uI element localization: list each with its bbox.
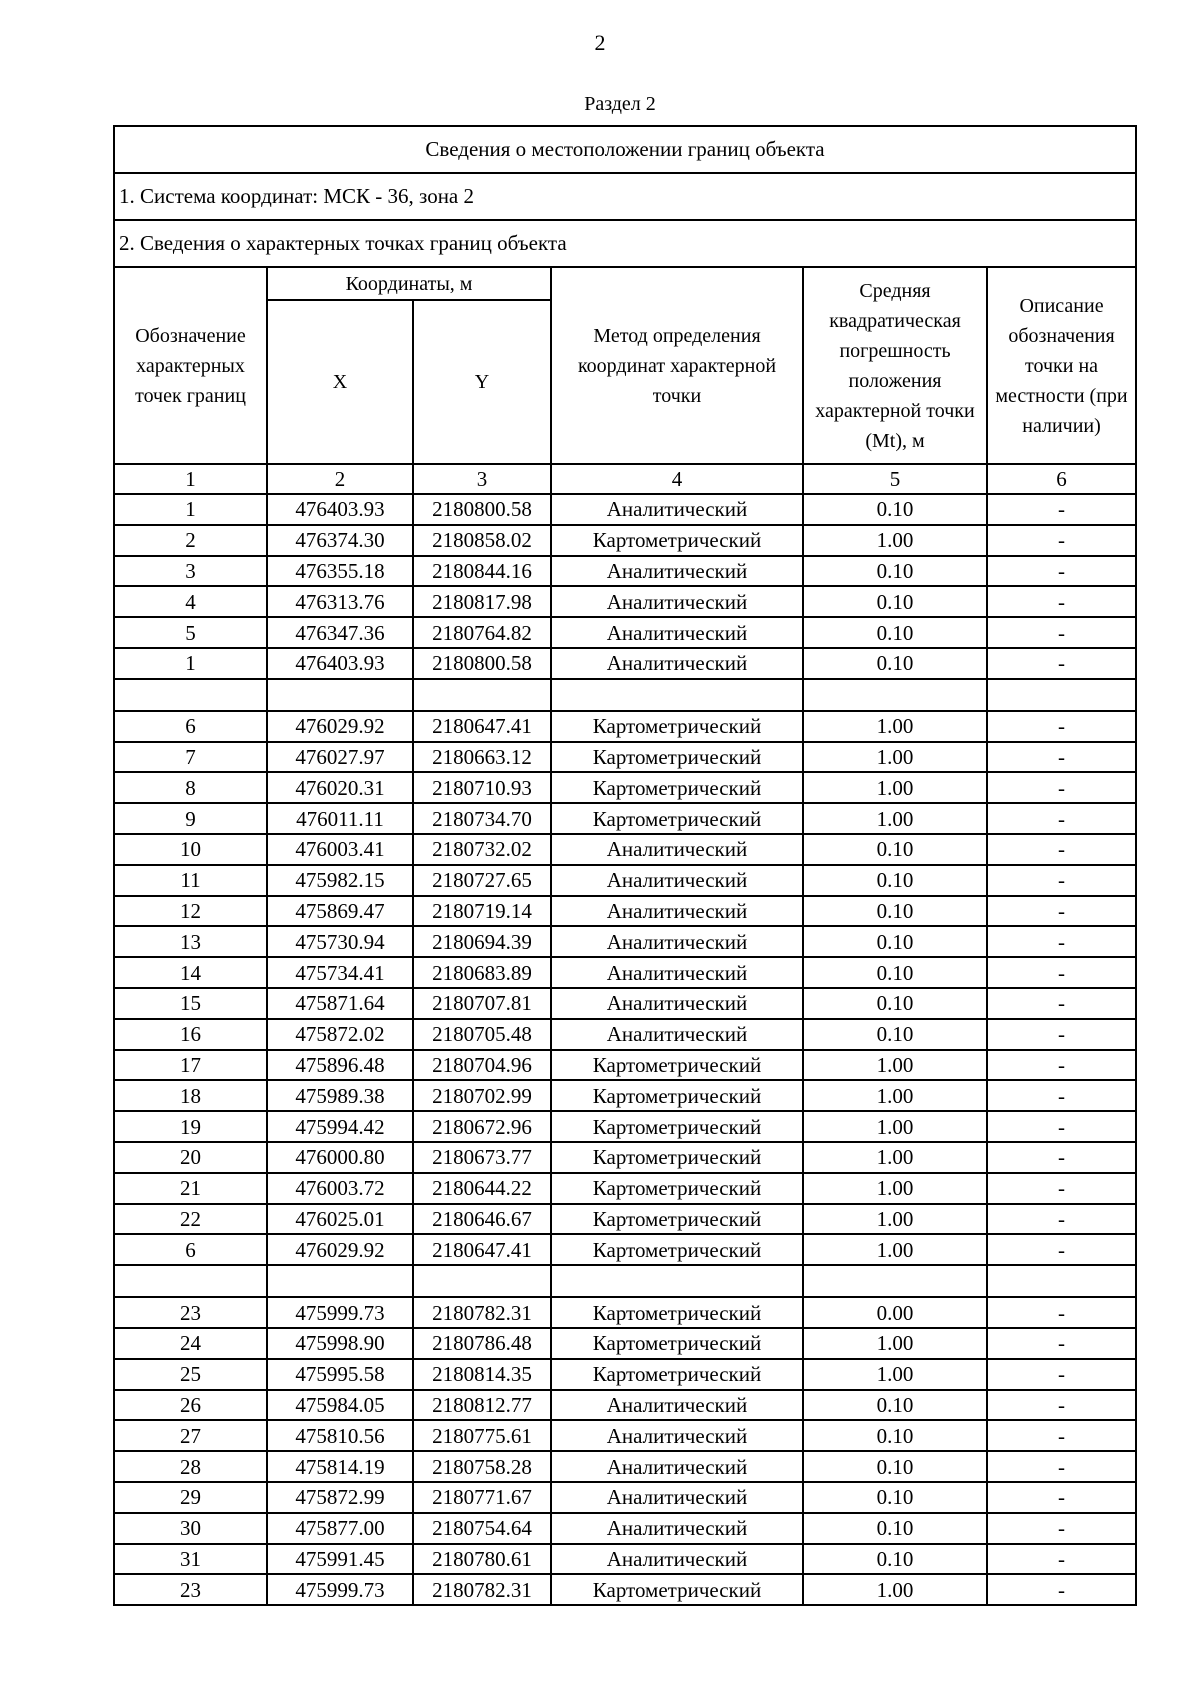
table-row bbox=[114, 711, 1136, 742]
description-cell: - bbox=[987, 586, 1136, 617]
y-coordinate-cell: 2180663.12 bbox=[413, 742, 551, 773]
x-coordinate-cell: 476029.92 bbox=[267, 711, 413, 742]
header-description: Описание обозначения точки на местности (при наличии) bbox=[987, 267, 1136, 464]
y-coordinate-cell: 2180764.82 bbox=[413, 617, 551, 648]
points-section-title: 2. Сведения о характерных точках границ объекта bbox=[114, 220, 1136, 267]
description-cell: - bbox=[987, 1574, 1136, 1605]
method-cell: Картометрический bbox=[551, 1574, 803, 1605]
method-cell: Аналитический bbox=[551, 1019, 803, 1050]
method-cell: Аналитический bbox=[551, 926, 803, 957]
point-number-cell: 31 bbox=[114, 1544, 267, 1575]
table-row bbox=[114, 988, 1136, 1019]
description-cell: - bbox=[987, 1204, 1136, 1235]
y-coordinate-cell: 2180646.67 bbox=[413, 1204, 551, 1235]
description-cell: - bbox=[987, 711, 1136, 742]
table-row bbox=[114, 556, 1136, 587]
description-cell: - bbox=[987, 1080, 1136, 1111]
error-cell: 0.10 bbox=[803, 1019, 987, 1050]
table-row bbox=[114, 742, 1136, 773]
point-number-cell: 27 bbox=[114, 1420, 267, 1451]
y-coordinate-cell: 2180775.61 bbox=[413, 1420, 551, 1451]
x-coordinate-cell: 476355.18 bbox=[267, 556, 413, 587]
table-row bbox=[114, 494, 1136, 525]
error-cell: 0.10 bbox=[803, 1544, 987, 1575]
point-number-cell: 21 bbox=[114, 1173, 267, 1204]
point-number-cell: 22 bbox=[114, 1204, 267, 1235]
table-row bbox=[114, 834, 1136, 865]
x-coordinate-cell: 475734.41 bbox=[267, 957, 413, 988]
error-cell: 1.00 bbox=[803, 803, 987, 834]
x-coordinate-cell: 475810.56 bbox=[267, 1420, 413, 1451]
x-coordinate-cell: 475991.45 bbox=[267, 1544, 413, 1575]
table-row bbox=[114, 1111, 1136, 1142]
table-row bbox=[114, 1142, 1136, 1173]
description-cell: - bbox=[987, 803, 1136, 834]
method-cell: Аналитический bbox=[551, 1390, 803, 1421]
method-cell: Картометрический bbox=[551, 711, 803, 742]
table-row bbox=[114, 617, 1136, 648]
error-cell: 1.00 bbox=[803, 1173, 987, 1204]
method-cell: Аналитический bbox=[551, 617, 803, 648]
y-coordinate-cell: 2180704.96 bbox=[413, 1050, 551, 1081]
error-cell: 1.00 bbox=[803, 742, 987, 773]
description-cell: - bbox=[987, 617, 1136, 648]
x-coordinate-cell: 476020.31 bbox=[267, 772, 413, 803]
x-coordinate-cell: 476374.30 bbox=[267, 525, 413, 556]
x-coordinate-cell: 475998.90 bbox=[267, 1328, 413, 1359]
method-cell: Аналитический bbox=[551, 1513, 803, 1544]
description-cell: - bbox=[987, 1111, 1136, 1142]
table-row bbox=[114, 648, 1136, 679]
x-coordinate-cell: 476029.92 bbox=[267, 1234, 413, 1265]
point-number-cell: 5 bbox=[114, 617, 267, 648]
table-row bbox=[114, 1359, 1136, 1390]
error-cell: 1.00 bbox=[803, 1142, 987, 1173]
y-coordinate-cell: 2180758.28 bbox=[413, 1451, 551, 1482]
error-cell: 0.10 bbox=[803, 1420, 987, 1451]
x-coordinate-cell: 476403.93 bbox=[267, 648, 413, 679]
error-cell: 1.00 bbox=[803, 1328, 987, 1359]
header-method: Метод определения координат характерной точки bbox=[551, 267, 803, 464]
error-cell: 0.10 bbox=[803, 1451, 987, 1482]
y-coordinate-cell: 2180683.89 bbox=[413, 957, 551, 988]
description-cell: - bbox=[987, 834, 1136, 865]
y-coordinate-cell: 2180705.48 bbox=[413, 1019, 551, 1050]
description-cell: - bbox=[987, 742, 1136, 773]
point-number-cell: 10 bbox=[114, 834, 267, 865]
error-cell: 0.10 bbox=[803, 1482, 987, 1513]
y-coordinate-cell: 2180786.48 bbox=[413, 1328, 551, 1359]
x-coordinate-cell: 476000.80 bbox=[267, 1142, 413, 1173]
x-coordinate-cell: 476025.01 bbox=[267, 1204, 413, 1235]
description-cell: - bbox=[987, 494, 1136, 525]
x-coordinate-cell: 476003.72 bbox=[267, 1173, 413, 1204]
point-number-cell: 6 bbox=[114, 711, 267, 742]
description-cell: - bbox=[987, 1544, 1136, 1575]
y-coordinate-cell: 2180719.14 bbox=[413, 896, 551, 927]
table-row bbox=[114, 1574, 1136, 1605]
description-cell: - bbox=[987, 865, 1136, 896]
method-cell: Картометрический bbox=[551, 1234, 803, 1265]
error-cell: 1.00 bbox=[803, 1359, 987, 1390]
point-number-cell: 24 bbox=[114, 1328, 267, 1359]
y-coordinate-cell: 2180814.35 bbox=[413, 1359, 551, 1390]
method-cell: Картометрический bbox=[551, 1204, 803, 1235]
x-coordinate-cell: 475989.38 bbox=[267, 1080, 413, 1111]
table-row bbox=[114, 803, 1136, 834]
table-row bbox=[114, 1173, 1136, 1204]
method-cell bbox=[551, 679, 803, 711]
x-coordinate-cell: 476003.41 bbox=[267, 834, 413, 865]
point-number-cell: 26 bbox=[114, 1390, 267, 1421]
method-cell: Аналитический bbox=[551, 896, 803, 927]
description-cell bbox=[987, 679, 1136, 711]
y-coordinate-cell: 2180800.58 bbox=[413, 648, 551, 679]
error-cell: 0.10 bbox=[803, 896, 987, 927]
table-row bbox=[114, 1234, 1136, 1265]
table-row bbox=[114, 1019, 1136, 1050]
method-cell: Аналитический bbox=[551, 556, 803, 587]
point-number-cell: 8 bbox=[114, 772, 267, 803]
table-row bbox=[114, 679, 1136, 711]
x-coordinate-cell: 476403.93 bbox=[267, 494, 413, 525]
method-cell: Аналитический bbox=[551, 1544, 803, 1575]
error-cell: 1.00 bbox=[803, 1080, 987, 1111]
y-coordinate-cell: 2180710.93 bbox=[413, 772, 551, 803]
point-number-cell: 16 bbox=[114, 1019, 267, 1050]
x-coordinate-cell: 475984.05 bbox=[267, 1390, 413, 1421]
point-number-cell: 7 bbox=[114, 742, 267, 773]
y-coordinate-cell: 2180782.31 bbox=[413, 1297, 551, 1328]
method-cell: Аналитический bbox=[551, 586, 803, 617]
table-row bbox=[114, 1050, 1136, 1081]
x-coordinate-cell: 475999.73 bbox=[267, 1297, 413, 1328]
y-coordinate-cell: 2180780.61 bbox=[413, 1544, 551, 1575]
table-row bbox=[114, 1297, 1136, 1328]
x-coordinate-cell: 475730.94 bbox=[267, 926, 413, 957]
column-number: 4 bbox=[551, 464, 803, 494]
header-y: Y bbox=[413, 300, 551, 464]
column-number: 2 bbox=[267, 464, 413, 494]
point-number-cell: 23 bbox=[114, 1574, 267, 1605]
error-cell: 0.10 bbox=[803, 834, 987, 865]
point-number-cell: 9 bbox=[114, 803, 267, 834]
point-number-cell: 13 bbox=[114, 926, 267, 957]
column-number-row bbox=[114, 464, 1136, 494]
error-cell: 1.00 bbox=[803, 1111, 987, 1142]
table-row bbox=[114, 957, 1136, 988]
error-cell: 0.10 bbox=[803, 957, 987, 988]
section-title: Раздел 2 bbox=[584, 93, 656, 115]
y-coordinate-cell: 2180754.64 bbox=[413, 1513, 551, 1544]
error-cell: 0.10 bbox=[803, 648, 987, 679]
error-cell: 0.10 bbox=[803, 586, 987, 617]
x-coordinate-cell: 475871.64 bbox=[267, 988, 413, 1019]
method-cell: Аналитический bbox=[551, 1451, 803, 1482]
description-cell: - bbox=[987, 1359, 1136, 1390]
error-cell bbox=[803, 679, 987, 711]
x-coordinate-cell: 475982.15 bbox=[267, 865, 413, 896]
y-coordinate-cell: 2180844.16 bbox=[413, 556, 551, 587]
description-cell: - bbox=[987, 1234, 1136, 1265]
method-cell: Картометрический bbox=[551, 1080, 803, 1111]
method-cell: Картометрический bbox=[551, 1142, 803, 1173]
description-cell: - bbox=[987, 525, 1136, 556]
description-cell: - bbox=[987, 1328, 1136, 1359]
error-cell: 0.10 bbox=[803, 988, 987, 1019]
point-number-cell: 15 bbox=[114, 988, 267, 1019]
x-coordinate-cell: 476011.11 bbox=[267, 803, 413, 834]
point-number-cell: 12 bbox=[114, 896, 267, 927]
description-cell: - bbox=[987, 1019, 1136, 1050]
description-cell: - bbox=[987, 1420, 1136, 1451]
column-number: 6 bbox=[987, 464, 1136, 494]
error-cell: 1.00 bbox=[803, 711, 987, 742]
point-number-cell: 30 bbox=[114, 1513, 267, 1544]
description-cell: - bbox=[987, 896, 1136, 927]
table-row bbox=[114, 1544, 1136, 1575]
coordinate-system: 1. Система координат: МСК - 36, зона 2 bbox=[114, 173, 1136, 220]
x-coordinate-cell bbox=[267, 679, 413, 711]
header-designation: Обозначение характерных точек границ bbox=[114, 267, 267, 464]
y-coordinate-cell bbox=[413, 679, 551, 711]
description-cell: - bbox=[987, 1173, 1136, 1204]
x-coordinate-cell: 475877.00 bbox=[267, 1513, 413, 1544]
point-number-cell: 17 bbox=[114, 1050, 267, 1081]
header-coordinates: Координаты, м bbox=[267, 267, 551, 300]
x-coordinate-cell: 475995.58 bbox=[267, 1359, 413, 1390]
column-number: 3 bbox=[413, 464, 551, 494]
error-cell: 0.10 bbox=[803, 1390, 987, 1421]
method-cell: Картометрический bbox=[551, 1050, 803, 1081]
description-cell: - bbox=[987, 957, 1136, 988]
point-number-cell: 3 bbox=[114, 556, 267, 587]
method-cell: Картометрический bbox=[551, 525, 803, 556]
method-cell: Аналитический bbox=[551, 865, 803, 896]
y-coordinate-cell: 2180734.70 bbox=[413, 803, 551, 834]
page-number: 2 bbox=[594, 30, 606, 55]
error-cell: 0.00 bbox=[803, 1297, 987, 1328]
method-cell: Аналитический bbox=[551, 957, 803, 988]
table-row bbox=[114, 1328, 1136, 1359]
method-cell: Картометрический bbox=[551, 1359, 803, 1390]
table-row bbox=[114, 1265, 1136, 1297]
y-coordinate-cell: 2180800.58 bbox=[413, 494, 551, 525]
header-error: Средняя квадратическая погрешность положения характерной точки (Mt), м bbox=[803, 267, 987, 464]
table-row bbox=[114, 896, 1136, 927]
error-cell: 0.10 bbox=[803, 1513, 987, 1544]
header-x: X bbox=[267, 300, 413, 464]
x-coordinate-cell: 475999.73 bbox=[267, 1574, 413, 1605]
table-row bbox=[114, 1080, 1136, 1111]
x-coordinate-cell: 475869.47 bbox=[267, 896, 413, 927]
y-coordinate-cell bbox=[413, 1265, 551, 1297]
column-number: 5 bbox=[803, 464, 987, 494]
error-cell: 1.00 bbox=[803, 1204, 987, 1235]
table-title: Сведения о местоположении границ объекта bbox=[114, 126, 1136, 173]
x-coordinate-cell: 475814.19 bbox=[267, 1451, 413, 1482]
method-cell: Картометрический bbox=[551, 1173, 803, 1204]
description-cell: - bbox=[987, 1390, 1136, 1421]
table-row bbox=[114, 1390, 1136, 1421]
point-number-cell: 1 bbox=[114, 494, 267, 525]
table-row bbox=[114, 1451, 1136, 1482]
table-row bbox=[114, 586, 1136, 617]
point-number-cell: 20 bbox=[114, 1142, 267, 1173]
table-row bbox=[114, 926, 1136, 957]
method-cell: Аналитический bbox=[551, 648, 803, 679]
y-coordinate-cell: 2180647.41 bbox=[413, 1234, 551, 1265]
x-coordinate-cell: 475872.02 bbox=[267, 1019, 413, 1050]
x-coordinate-cell: 475994.42 bbox=[267, 1111, 413, 1142]
y-coordinate-cell: 2180858.02 bbox=[413, 525, 551, 556]
table-row bbox=[114, 1420, 1136, 1451]
description-cell: - bbox=[987, 988, 1136, 1019]
description-cell: - bbox=[987, 1482, 1136, 1513]
method-cell: Картометрический bbox=[551, 742, 803, 773]
y-coordinate-cell: 2180673.77 bbox=[413, 1142, 551, 1173]
description-cell bbox=[987, 1265, 1136, 1297]
y-coordinate-cell: 2180647.41 bbox=[413, 711, 551, 742]
point-number-cell: 28 bbox=[114, 1451, 267, 1482]
point-number-cell: 25 bbox=[114, 1359, 267, 1390]
table-row bbox=[114, 1513, 1136, 1544]
description-cell: - bbox=[987, 772, 1136, 803]
description-cell: - bbox=[987, 926, 1136, 957]
error-cell: 0.10 bbox=[803, 865, 987, 896]
error-cell: 1.00 bbox=[803, 525, 987, 556]
y-coordinate-cell: 2180771.67 bbox=[413, 1482, 551, 1513]
point-number-cell: 6 bbox=[114, 1234, 267, 1265]
error-cell: 0.10 bbox=[803, 494, 987, 525]
x-coordinate-cell: 475872.99 bbox=[267, 1482, 413, 1513]
column-number: 1 bbox=[114, 464, 267, 494]
table-row bbox=[114, 1204, 1136, 1235]
y-coordinate-cell: 2180702.99 bbox=[413, 1080, 551, 1111]
method-cell: Аналитический bbox=[551, 494, 803, 525]
error-cell: 1.00 bbox=[803, 1574, 987, 1605]
y-coordinate-cell: 2180727.65 bbox=[413, 865, 551, 896]
error-cell: 1.00 bbox=[803, 1234, 987, 1265]
method-cell: Картометрический bbox=[551, 1111, 803, 1142]
method-cell: Аналитический bbox=[551, 988, 803, 1019]
error-cell: 0.10 bbox=[803, 617, 987, 648]
point-number-cell: 29 bbox=[114, 1482, 267, 1513]
point-number-cell: 1 bbox=[114, 648, 267, 679]
point-number-cell: 23 bbox=[114, 1297, 267, 1328]
error-cell bbox=[803, 1265, 987, 1297]
error-cell: 0.10 bbox=[803, 926, 987, 957]
error-cell: 1.00 bbox=[803, 772, 987, 803]
y-coordinate-cell: 2180672.96 bbox=[413, 1111, 551, 1142]
point-number-cell: 2 bbox=[114, 525, 267, 556]
point-number-cell: 11 bbox=[114, 865, 267, 896]
point-number-cell: 19 bbox=[114, 1111, 267, 1142]
method-cell: Картометрический bbox=[551, 772, 803, 803]
y-coordinate-cell: 2180644.22 bbox=[413, 1173, 551, 1204]
point-number-cell bbox=[114, 1265, 267, 1297]
point-number-cell bbox=[114, 679, 267, 711]
description-cell: - bbox=[987, 1297, 1136, 1328]
x-coordinate-cell: 476313.76 bbox=[267, 586, 413, 617]
error-cell: 0.10 bbox=[803, 556, 987, 587]
method-cell: Аналитический bbox=[551, 1482, 803, 1513]
x-coordinate-cell bbox=[267, 1265, 413, 1297]
table-row bbox=[114, 1482, 1136, 1513]
x-coordinate-cell: 475896.48 bbox=[267, 1050, 413, 1081]
description-cell: - bbox=[987, 556, 1136, 587]
description-cell: - bbox=[987, 648, 1136, 679]
table-row bbox=[114, 865, 1136, 896]
description-cell: - bbox=[987, 1451, 1136, 1482]
y-coordinate-cell: 2180782.31 bbox=[413, 1574, 551, 1605]
boundary-table bbox=[113, 125, 1137, 1606]
point-number-cell: 18 bbox=[114, 1080, 267, 1111]
y-coordinate-cell: 2180817.98 bbox=[413, 586, 551, 617]
description-cell: - bbox=[987, 1050, 1136, 1081]
y-coordinate-cell: 2180812.77 bbox=[413, 1390, 551, 1421]
x-coordinate-cell: 476027.97 bbox=[267, 742, 413, 773]
error-cell: 1.00 bbox=[803, 1050, 987, 1081]
method-cell: Картометрический bbox=[551, 1297, 803, 1328]
method-cell: Картометрический bbox=[551, 1328, 803, 1359]
table-row bbox=[114, 525, 1136, 556]
method-cell: Картометрический bbox=[551, 803, 803, 834]
method-cell: Аналитический bbox=[551, 1420, 803, 1451]
method-cell: Аналитический bbox=[551, 834, 803, 865]
description-cell: - bbox=[987, 1142, 1136, 1173]
x-coordinate-cell: 476347.36 bbox=[267, 617, 413, 648]
point-number-cell: 4 bbox=[114, 586, 267, 617]
y-coordinate-cell: 2180694.39 bbox=[413, 926, 551, 957]
table-row bbox=[114, 772, 1136, 803]
point-number-cell: 14 bbox=[114, 957, 267, 988]
method-cell bbox=[551, 1265, 803, 1297]
y-coordinate-cell: 2180707.81 bbox=[413, 988, 551, 1019]
y-coordinate-cell: 2180732.02 bbox=[413, 834, 551, 865]
description-cell: - bbox=[987, 1513, 1136, 1544]
